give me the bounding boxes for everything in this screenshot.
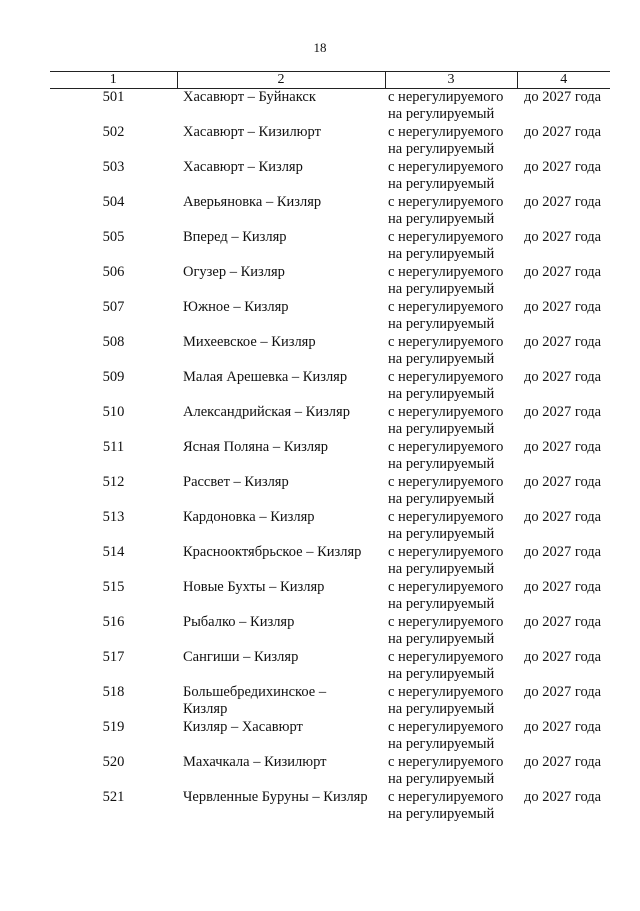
table-row <box>50 544 610 579</box>
deadline: до 2027 года <box>524 229 602 245</box>
regulation-to: на регулируемый <box>388 700 495 717</box>
route-name <box>177 404 385 439</box>
route-line: Хасавюрт – Кизилюрт <box>183 124 321 140</box>
regulation-change <box>385 474 517 509</box>
table-row <box>50 684 610 719</box>
route-name <box>177 124 385 159</box>
regulation-to: на регулируемый <box>388 630 495 647</box>
header-col-2: 2 <box>177 72 385 89</box>
route-line: Кардоновка – Кизляр <box>183 509 315 525</box>
deadline: до 2027 года <box>524 264 602 280</box>
row-number: 512 <box>102 474 125 490</box>
regulation-to: на регулируемый <box>388 455 495 472</box>
route-line: Хасавюрт – Кизляр <box>183 159 303 175</box>
route-name <box>177 544 385 579</box>
table-row <box>50 264 610 299</box>
route-name <box>177 754 385 789</box>
regulation-change <box>385 124 517 159</box>
regulation-change <box>385 614 517 649</box>
regulation-from: с нерегулируемого <box>388 754 504 770</box>
table-body <box>50 89 610 825</box>
row-number: 503 <box>102 159 125 175</box>
table-header <box>50 72 610 89</box>
deadline: до 2027 года <box>524 754 602 770</box>
regulation-to: на регулируемый <box>388 105 495 122</box>
regulation-change <box>385 789 517 824</box>
table-row <box>50 124 610 159</box>
regulation-from: с нерегулируемого <box>388 544 504 560</box>
regulation-to: на регулируемый <box>388 665 495 682</box>
route-name <box>177 649 385 684</box>
table-row <box>50 229 610 264</box>
row-number: 518 <box>102 684 125 700</box>
regulation-to: на регулируемый <box>388 350 495 367</box>
regulation-change <box>385 264 517 299</box>
table-row <box>50 89 610 125</box>
row-number: 510 <box>102 404 125 420</box>
route-line: Новые Бухты – Кизляр <box>183 579 325 595</box>
deadline: до 2027 года <box>524 649 602 665</box>
header-col-4: 4 <box>517 72 610 89</box>
deadline: до 2027 года <box>524 579 602 595</box>
regulation-to: на регулируемый <box>388 490 495 507</box>
table-row <box>50 789 610 824</box>
regulation-change <box>385 334 517 369</box>
row-number: 513 <box>102 509 125 525</box>
regulation-from: с нерегулируемого <box>388 789 504 805</box>
regulation-change <box>385 299 517 334</box>
regulation-from: с нерегулируемого <box>388 404 504 420</box>
regulation-to: на регулируемый <box>388 595 495 612</box>
regulation-from: с нерегулируемого <box>388 334 504 350</box>
regulation-change <box>385 544 517 579</box>
row-number: 516 <box>102 614 125 630</box>
row-number: 504 <box>102 194 125 210</box>
header-col-1: 1 <box>50 72 177 89</box>
routes-table <box>50 71 610 824</box>
regulation-from: с нерегулируемого <box>388 89 504 105</box>
table-row <box>50 404 610 439</box>
deadline: до 2027 года <box>524 124 602 140</box>
regulation-to: на регулируемый <box>388 735 495 752</box>
table-row <box>50 159 610 194</box>
regulation-from: с нерегулируемого <box>388 439 504 455</box>
route-name <box>177 684 385 719</box>
regulation-from: с нерегулируемого <box>388 509 504 525</box>
deadline: до 2027 года <box>524 509 602 525</box>
deadline: до 2027 года <box>524 194 602 210</box>
route-name <box>177 369 385 404</box>
route-line: Южное – Кизляр <box>183 299 289 315</box>
row-number: 517 <box>102 649 125 665</box>
regulation-to: на регулируемый <box>388 420 495 437</box>
route-name <box>177 264 385 299</box>
regulation-change <box>385 579 517 614</box>
route-line: Рассвет – Кизляр <box>183 474 289 490</box>
deadline: до 2027 года <box>524 684 602 700</box>
deadline: до 2027 года <box>524 789 602 805</box>
deadline: до 2027 года <box>524 544 602 560</box>
regulation-to: на регулируемый <box>388 245 495 262</box>
regulation-change <box>385 194 517 229</box>
row-number: 520 <box>102 754 125 770</box>
route-name <box>177 789 385 824</box>
regulation-to: на регулируемый <box>388 210 495 227</box>
deadline: до 2027 года <box>524 369 602 385</box>
regulation-from: с нерегулируемого <box>388 474 504 490</box>
row-number: 521 <box>102 789 125 805</box>
route-line: Краснооктябрьское – Кизляр <box>183 544 362 560</box>
route-name <box>177 299 385 334</box>
deadline: до 2027 года <box>524 334 602 350</box>
route-line: Вперед – Кизляр <box>183 229 287 245</box>
row-number: 501 <box>102 89 125 105</box>
route-line: Александрийская – Кизляр <box>183 404 350 420</box>
route-name <box>177 614 385 649</box>
route-name <box>177 89 385 125</box>
regulation-change <box>385 89 517 125</box>
route-line: Рыбалко – Кизляр <box>183 614 295 630</box>
regulation-to: на регулируемый <box>388 525 495 542</box>
regulation-from: с нерегулируемого <box>388 264 504 280</box>
route-name <box>177 194 385 229</box>
deadline: до 2027 года <box>524 614 602 630</box>
regulation-to: на регулируемый <box>388 770 495 787</box>
route-line: Хасавюрт – Буйнакск <box>183 89 316 105</box>
regulation-to: на регулируемый <box>388 805 495 822</box>
route-line: Аверьяновка – Кизляр <box>183 194 322 210</box>
row-number: 502 <box>102 124 125 140</box>
route-name <box>177 474 385 509</box>
row-number: 506 <box>102 264 125 280</box>
regulation-from: с нерегулируемого <box>388 579 504 595</box>
route-line: Сангиши – Кизляр <box>183 649 299 665</box>
regulation-to: на регулируемый <box>388 175 495 192</box>
table-row <box>50 509 610 544</box>
regulation-change <box>385 754 517 789</box>
regulation-to: на регулируемый <box>388 280 495 297</box>
regulation-from: с нерегулируемого <box>388 159 504 175</box>
table-row <box>50 579 610 614</box>
regulation-to: на регулируемый <box>388 315 495 332</box>
regulation-to: на регулируемый <box>388 385 495 402</box>
regulation-from: с нерегулируемого <box>388 649 504 665</box>
row-number: 514 <box>102 544 125 560</box>
regulation-change <box>385 229 517 264</box>
regulation-from: с нерегулируемого <box>388 684 504 700</box>
table-row <box>50 719 610 754</box>
route-name <box>177 719 385 754</box>
regulation-change <box>385 369 517 404</box>
table-row <box>50 474 610 509</box>
deadline: до 2027 года <box>524 404 602 420</box>
route-line: Кизляр – Хасавюрт <box>183 719 303 735</box>
row-number: 507 <box>102 299 125 315</box>
deadline: до 2027 года <box>524 439 602 455</box>
table-row <box>50 299 610 334</box>
route-line: Червленные Буруны – Кизляр <box>183 789 368 805</box>
deadline: до 2027 года <box>524 719 602 735</box>
route-name <box>177 159 385 194</box>
regulation-change <box>385 649 517 684</box>
regulation-from: с нерегулируемого <box>388 299 504 315</box>
route-line: Михеевское – Кизляр <box>183 334 316 350</box>
deadline: до 2027 года <box>524 89 602 105</box>
table-row <box>50 614 610 649</box>
row-number: 519 <box>102 719 125 735</box>
table-row <box>50 194 610 229</box>
regulation-from: с нерегулируемого <box>388 614 504 630</box>
regulation-change <box>385 159 517 194</box>
table-row <box>50 369 610 404</box>
regulation-from: с нерегулируемого <box>388 194 504 210</box>
deadline: до 2027 года <box>524 474 602 490</box>
regulation-from: с нерегулируемого <box>388 124 504 140</box>
deadline: до 2027 года <box>524 299 602 315</box>
table-row <box>50 754 610 789</box>
regulation-change <box>385 719 517 754</box>
header-col-3: 3 <box>385 72 517 89</box>
regulation-from: с нерегулируемого <box>388 229 504 245</box>
row-number: 508 <box>102 334 125 350</box>
route-line-2: Кизляр <box>183 700 228 717</box>
route-line: Махачкала – Кизилюрт <box>183 754 327 770</box>
regulation-from: с нерегулируемого <box>388 369 504 385</box>
route-line: Малая Арешевка – Кизляр <box>183 369 348 385</box>
route-line: Ясная Поляна – Кизляр <box>183 439 329 455</box>
route-line: Большебредихинское – <box>183 684 327 700</box>
route-line: Огузер – Кизляр <box>183 264 285 280</box>
regulation-change <box>385 509 517 544</box>
row-number: 511 <box>102 439 125 455</box>
route-name <box>177 509 385 544</box>
route-name <box>177 439 385 474</box>
row-number: 515 <box>102 579 125 595</box>
table-row <box>50 334 610 369</box>
table-row <box>50 439 610 474</box>
route-name <box>177 579 385 614</box>
table-row <box>50 649 610 684</box>
regulation-to: на регулируемый <box>388 560 495 577</box>
regulation-to: на регулируемый <box>388 140 495 157</box>
regulation-from: с нерегулируемого <box>388 719 504 735</box>
page-number: 18 <box>313 40 327 55</box>
row-number: 509 <box>102 369 125 385</box>
regulation-change <box>385 439 517 474</box>
row-number: 505 <box>102 229 125 245</box>
regulation-change <box>385 404 517 439</box>
deadline: до 2027 года <box>524 159 602 175</box>
route-name <box>177 229 385 264</box>
route-name <box>177 334 385 369</box>
regulation-change <box>385 684 517 719</box>
